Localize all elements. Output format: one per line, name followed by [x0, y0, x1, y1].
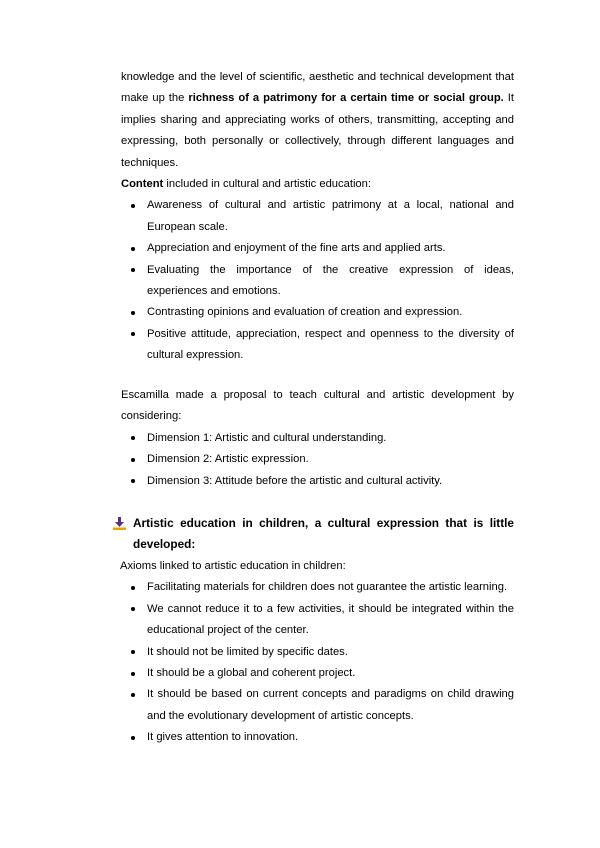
list-item-text: Appreciation and enjoyment of the fine arts and applied arts. — [147, 242, 446, 255]
list-item-text: It should not be limited by specific dates. — [147, 645, 348, 658]
list-item-text: Dimension 3: Attitude before the artistic and cultural activity. — [147, 474, 443, 487]
list-item-text: Contrasting opinions and evaluation of creation and expression. — [147, 306, 463, 319]
list-item — [121, 324, 514, 367]
list-item — [121, 684, 514, 727]
section-heading — [113, 513, 514, 556]
list-item — [121, 449, 514, 470]
axioms-section — [121, 556, 514, 749]
escamilla-section — [121, 385, 514, 492]
list-item — [121, 195, 514, 238]
list-item — [121, 663, 514, 684]
list-item-text: It gives attention to innovation. — [147, 731, 299, 744]
list-item-text: It should be based on current concepts and paradigms on child drawing and the evolutionary development of artistic concepts. — [147, 688, 514, 722]
bullet-icon — [131, 247, 135, 251]
list-item — [121, 302, 514, 323]
bullet-icon — [131, 736, 135, 740]
list-item — [121, 260, 514, 303]
intro-paragraph — [121, 67, 514, 174]
section-heading-text: Artistic education in children, a cultural expression that is little developed: — [133, 516, 514, 552]
list-item-text: Facilitating materials for children does not guarantee the artistic learning. — [147, 581, 508, 594]
content-lead-rest: included in cultural and artistic education: — [163, 178, 371, 190]
list-item-text: Dimension 2: Artistic expression. — [147, 453, 309, 466]
bullet-icon — [131, 479, 135, 483]
list-item — [121, 238, 514, 259]
list-item — [121, 642, 514, 663]
list-item — [121, 428, 514, 449]
list-item — [121, 577, 514, 598]
bullet-icon — [131, 268, 135, 272]
bullet-icon — [131, 436, 135, 440]
list-item-text: Evaluating the importance of the creative expression of ideas, experiences and emotions. — [147, 263, 514, 298]
list-item-text: Awareness of cultural and artistic patrimony at a local, national and European scale. — [147, 199, 514, 233]
content-lead-bold: Content — [121, 178, 164, 190]
bullet-icon — [131, 650, 135, 654]
bullet-icon — [131, 693, 135, 697]
list-item — [121, 471, 514, 492]
list-item-text: Positive attitude, appreciation, respect and openness to the diversity of cultural expression. — [147, 327, 514, 362]
content-lead — [121, 174, 514, 195]
intro-text-start: knowledge and the level of scientific, aesthetic and technical development that make up the — [121, 71, 514, 105]
bullet-icon — [131, 458, 135, 462]
bullet-icon — [131, 586, 135, 590]
intro-bold-phrase: richness of a patrimony for a certain time or social group. — [188, 92, 504, 105]
bullet-icon — [131, 311, 135, 315]
list-item-text: Dimension 1: Artistic and cultural understanding. — [147, 431, 387, 444]
escamilla-paragraph: Escamilla made a proposal to teach cultural and artistic development by considering: — [121, 389, 514, 423]
bullet-icon — [131, 607, 135, 611]
content-list — [121, 195, 514, 366]
list-item-text: It should be a global and coherent project. — [147, 667, 356, 680]
escamilla-list — [121, 428, 514, 492]
axioms-lead: Axioms linked to artistic education in children: — [120, 560, 346, 572]
axioms-list — [121, 577, 514, 748]
content-section — [121, 174, 514, 367]
intro-text-end: It implies sharing and appreciating works of others, transmitting, accepting and expressing, both personally or collectively, through different languages and techniques. — [121, 92, 514, 169]
list-item — [121, 727, 514, 748]
bullet-icon — [131, 204, 135, 208]
bullet-icon — [131, 332, 135, 336]
list-item-text: We cannot reduce it to a few activities, it should be integrated within the educational project of the center. — [147, 602, 514, 637]
list-item — [121, 599, 514, 642]
bullet-icon — [131, 672, 135, 676]
arrow-bullet-icon — [113, 517, 126, 530]
